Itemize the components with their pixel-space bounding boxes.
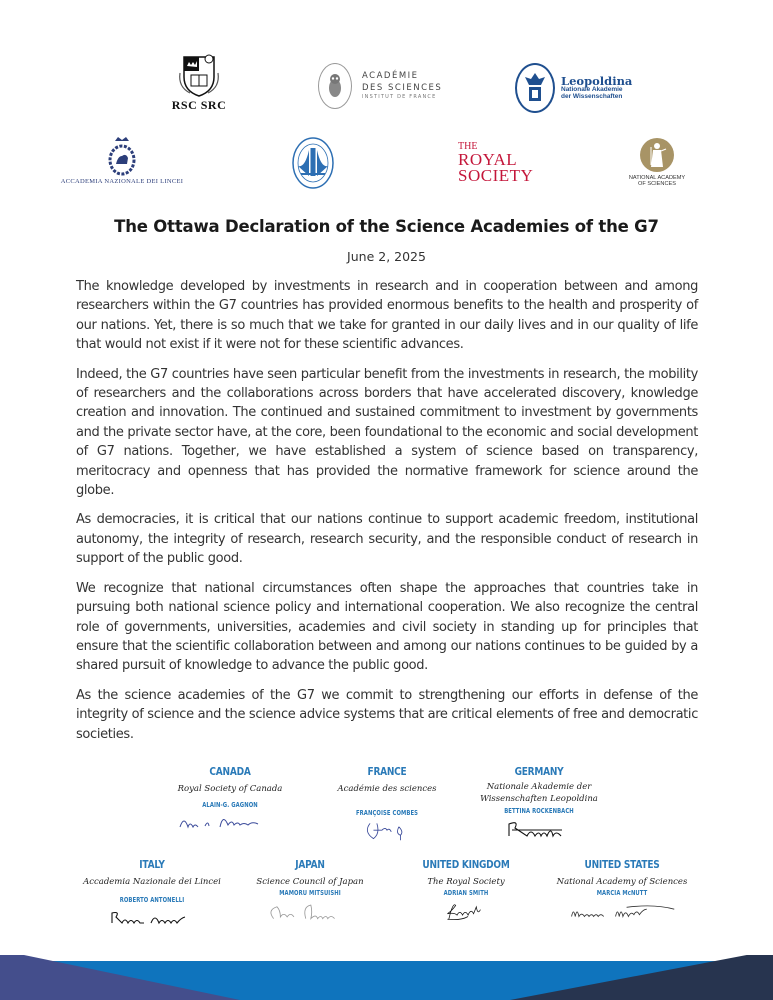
academie-line2: DES SCIENCES [362,82,443,93]
academy-name: Science Council of Japan [256,877,364,887]
royal-society-the: THE [458,141,478,152]
handwritten-signature [255,900,365,922]
lincei-text: ACCADEMIA NAZIONALE DEI LINCEI [60,178,184,185]
signatory-italy [67,858,237,929]
paragraph: The knowledge developed by investments in research and in cooperation between and among researchers within the G7 countries has provided enormous benefits to the health and prosperity of our nations. Yet, there is so much that we take for granted in our daily lives and in our quality of life that would not exist if it were not for these scientific advances. [76,279,698,353]
paragraph: As the science academies of the G7 we commit to strengthening our efforts in defense of the integrity of science and the science advice systems that are critical elements of free and democratic societies. [76,687,698,742]
country-name: FRANCE [367,765,407,778]
leopoldina-logo [515,63,632,113]
rsc-src-logo [168,53,230,113]
nas-line2: OF SCIENCES [638,181,676,188]
signatory-name: ROBERTO ANTONELLI [119,896,185,904]
signatory-japan [225,858,395,922]
declaration-body [76,277,698,754]
country-name: UNITED STATES [584,858,660,871]
royal-society-line1: ROYAL [458,149,518,169]
rsc-shield-icon [176,53,222,97]
country-name: ITALY [139,858,165,871]
rsc-logo-text: RSC SRC [171,98,227,112]
paragraph: We recognize that national circumstances often shape the approaches that countries take in pursuing both national science policy and international cooperation. We also recognize the central role of governments, universities, academies and civil society in standing up for principles that ensure that the scientific collaboration between and among our nations continues to be guided by a shared pursuit of knowledge to advance the public good. [76,580,698,674]
signatory-united-kingdom [381,858,551,922]
handwritten-signature [431,900,501,922]
handwritten-signature [357,820,417,842]
academy-name: The Royal Society [427,877,505,887]
handwritten-signature [557,900,687,922]
nas-line1: NATIONAL ACADEMY [628,175,686,181]
handwritten-signature [175,812,285,834]
leopoldina-sub1: Nationale Akademie [561,86,623,94]
lincei-logo [62,136,182,185]
signatory-name: MARCIA McNUTT [596,889,648,897]
signatory-germany [454,765,624,840]
academie-line1: ACADÉMIE [362,71,419,82]
leopoldina-seal-icon [515,63,555,113]
nas-figure-icon [640,138,674,172]
footer-decoration [0,955,773,1000]
academie-line3: INSTITUT DE FRANCE [362,94,437,101]
country-name: GERMANY [514,765,564,778]
signatory-name: ADRIAN SMITH [443,889,489,897]
royal-society-logo [458,142,533,184]
academy-name: Académie des sciences [337,784,437,794]
signatory-united-states [537,858,707,922]
country-name: UNITED KINGDOM [422,858,510,871]
document-date: June 2, 2025 [347,249,426,264]
country-name: CANADA [209,765,251,778]
owl-medal-icon [318,63,352,109]
paragraph: Indeed, the G7 countries have seen particular benefit from the investments in research, the mobility of researchers and the collaborations across borders that have accelerated discovery, knowledge creation and innovation. The continued and sustained commitment to investment by governments and the private sector have, at the core, been foundational to the economic and social development of G7 nations. Together, we have established a system of science based on transparency, meritocracy and openness that has provided the normative framework for science around the globe. [76,366,698,499]
signatory-name: BETTINA ROCKENBACH [504,807,574,815]
academie-des-sciences-logo [318,63,442,109]
signatory-canada [145,765,315,834]
academy-name: Nationale Akademie der Wissenschaften Leopoldina [480,782,598,804]
paragraph: As democracies, it is critical that our nations continue to support academic freedom, institutional autonomy, the integrity of research, research security, and the responsible conduct of research in support of the public good. [76,512,698,567]
signatory-name: ALAIN-G. GAGNON [202,801,258,809]
leopoldina-sub2: der Wissenschaften [561,93,623,101]
handwritten-signature [107,907,197,929]
signatory-name: MAMORU MITSUISHI [279,889,341,897]
signatory-name: FRANÇOISE COMBES [355,809,419,817]
signatory-france [302,765,472,842]
country-name: JAPAN [295,858,325,871]
handwritten-signature [504,818,574,840]
science-council-japan-logo [291,136,335,190]
academy-name: Royal Society of Canada [177,784,283,794]
academy-name: National Academy of Sciences [556,877,688,887]
lincei-crest-icon [107,136,137,176]
academy-name: Accademia Nazionale dei Lincei [83,877,221,887]
leopoldina-name: Leopoldina [561,74,633,89]
royal-society-line2: SOCIETY [458,165,534,185]
national-academy-of-sciences-logo [624,138,690,188]
document-title: The Ottawa Declaration of the Science Academies of the G7 [114,217,659,236]
scj-emblem-icon [291,136,335,190]
